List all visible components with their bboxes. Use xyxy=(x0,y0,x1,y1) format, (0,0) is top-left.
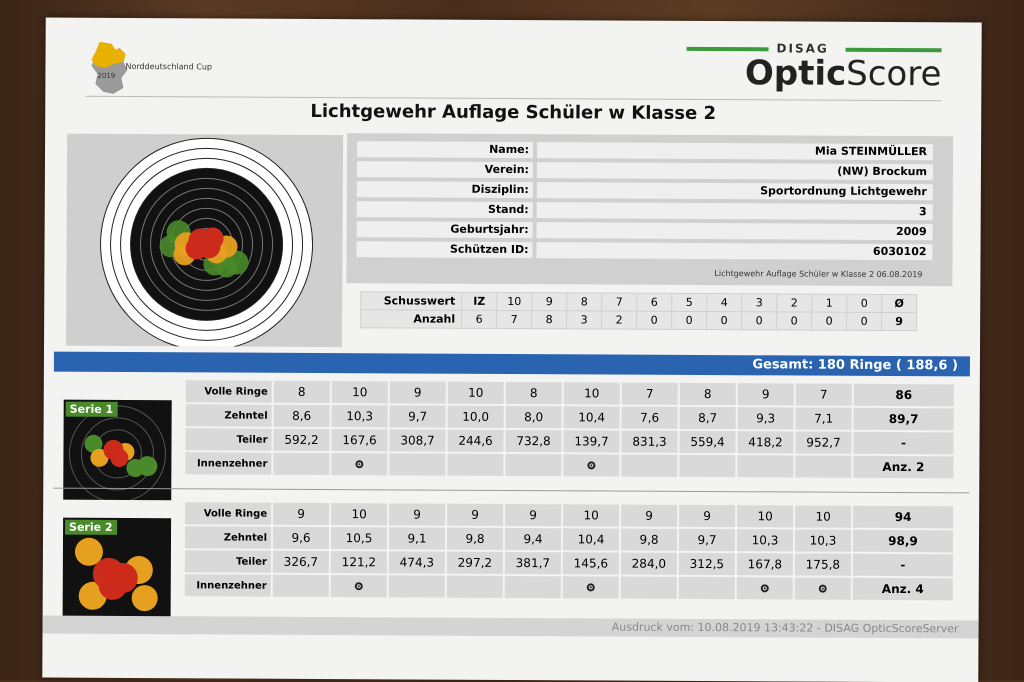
innenzehner-icon xyxy=(587,583,595,591)
cell: 559,4 xyxy=(678,430,736,454)
cell: 10,4 xyxy=(562,527,620,551)
innenzehner-icon xyxy=(587,461,595,469)
cell: 9 xyxy=(389,380,447,404)
sw-count: 9 xyxy=(882,312,917,330)
table-row xyxy=(184,573,954,601)
inner-cell xyxy=(620,576,678,600)
inner-cell xyxy=(504,453,562,477)
cell: 9,8 xyxy=(620,528,678,552)
inner-cell xyxy=(388,452,446,476)
volle-ringe-label: Volle Ringe xyxy=(185,379,273,403)
cell: 10 xyxy=(331,380,389,404)
shot-value-table xyxy=(360,291,917,331)
series-2 xyxy=(53,500,969,505)
cup-name: Norddeutschland Cup xyxy=(125,62,212,71)
cell: 9,7 xyxy=(678,528,736,552)
cell: 167,8 xyxy=(736,552,794,576)
brand-opticscore xyxy=(745,53,942,94)
sum-cell: - xyxy=(852,553,954,578)
cell: 831,3 xyxy=(620,430,678,454)
target-diagram xyxy=(66,134,343,347)
cell: 10 xyxy=(794,504,852,528)
cell: 9 xyxy=(504,503,562,527)
page-title: Lichtgewehr Auflage Schüler w Klasse 2 xyxy=(45,100,981,126)
sw-count: 0 xyxy=(707,312,742,330)
series-1-table xyxy=(183,378,956,480)
innenzehner-icon xyxy=(761,584,769,592)
sw-col: 9 xyxy=(532,293,567,311)
series-1 xyxy=(54,378,970,383)
cell: 297,2 xyxy=(446,551,504,575)
cell: 10 xyxy=(330,502,388,526)
sum-cell: 89,7 xyxy=(853,407,955,432)
series-2-table xyxy=(183,500,956,602)
brand-score: Score xyxy=(846,54,941,94)
cell: 244,6 xyxy=(446,429,504,453)
sw-col: Ø xyxy=(882,294,917,312)
inner-cell xyxy=(504,575,562,599)
cell: 9 xyxy=(678,504,736,528)
cell: 8,7 xyxy=(679,406,737,430)
total-bar xyxy=(54,352,970,377)
cell: 952,7 xyxy=(794,430,852,454)
inner-cell xyxy=(330,574,388,598)
sw-col: 1 xyxy=(812,294,847,312)
sw-count: 0 xyxy=(847,312,882,330)
teiler-label: Teiler xyxy=(184,427,272,451)
sw-count: 0 xyxy=(742,312,777,330)
shooter-info xyxy=(346,133,953,286)
cell: 312,5 xyxy=(678,552,736,576)
info-note: Lichtgewehr Auflage Schüler w Klasse 2 06.08.2019 xyxy=(714,269,922,279)
cell: 308,7 xyxy=(388,428,446,452)
sw-count: 8 xyxy=(532,311,567,329)
sw-count: 0 xyxy=(672,311,707,329)
sum-cell: 98,9 xyxy=(852,529,954,554)
print-timestamp: Ausdruck vom: 10.08.2019 13:43:22 - DISAG OpticScoreServer xyxy=(612,621,959,636)
sum-cell: Anz. 2 xyxy=(852,455,954,480)
cell: 9 xyxy=(272,502,330,526)
cell: 732,8 xyxy=(504,429,562,453)
cell: 175,8 xyxy=(794,552,852,576)
series-2-label: Serie 2 xyxy=(65,520,117,535)
cell: 9 xyxy=(446,503,504,527)
cell: 10,3 xyxy=(794,528,852,552)
brand-disag: DISAG xyxy=(777,41,829,55)
cell: 9,7 xyxy=(389,404,447,428)
cell: 8 xyxy=(505,381,563,405)
sw-count: 3 xyxy=(567,311,602,329)
cell: 10,0 xyxy=(447,405,505,429)
sw-col: 5 xyxy=(672,293,707,311)
cell: 10,4 xyxy=(563,405,621,429)
cell: 10,3 xyxy=(331,404,389,428)
sum-cell: 94 xyxy=(852,505,954,530)
inner-cell xyxy=(794,454,852,478)
sum-cell: Anz. 4 xyxy=(852,577,954,602)
sw-col: 4 xyxy=(707,294,742,312)
cell: 9 xyxy=(620,504,678,528)
schusswert-label: Schusswert xyxy=(361,292,462,311)
cell: 381,7 xyxy=(504,551,562,575)
teiler-label: Teiler xyxy=(184,549,272,573)
cell: 9 xyxy=(737,382,795,406)
zehntel-label: Zehntel xyxy=(184,525,272,549)
cell: 7,6 xyxy=(621,406,679,430)
shot-count-row xyxy=(361,310,917,331)
innenzehner-icon xyxy=(819,585,827,593)
brand-optic: Optic xyxy=(745,53,847,94)
cell: 8 xyxy=(679,382,737,406)
inner-cell xyxy=(446,453,504,477)
cell: 8,6 xyxy=(273,404,331,428)
cell: 7,1 xyxy=(795,406,853,430)
opticscore-logo xyxy=(687,41,942,42)
cell: 8,0 xyxy=(505,405,563,429)
cell: 284,0 xyxy=(620,552,678,576)
inner-cell xyxy=(562,575,620,599)
inner-cell xyxy=(562,453,620,477)
cell: 9 xyxy=(388,502,446,526)
cell: 9,1 xyxy=(388,526,446,550)
inner-cell xyxy=(678,576,736,600)
cell: 10,5 xyxy=(330,526,388,550)
brand-bar-right xyxy=(846,48,942,53)
score-sheet xyxy=(42,18,981,682)
series-divider xyxy=(53,488,969,494)
innenzehner-icon xyxy=(355,582,363,590)
total-text: Gesamt: 180 Ringe ( 188,6 ) xyxy=(752,357,958,373)
cell: 9,3 xyxy=(737,406,795,430)
cell: 10 xyxy=(563,381,621,405)
series-1-label: Serie 1 xyxy=(66,402,118,417)
inner-cell xyxy=(678,454,736,478)
inner-cell xyxy=(388,574,446,598)
sw-col: 10 xyxy=(497,292,532,310)
series-1-thumbnail xyxy=(63,400,172,501)
cell: 9,8 xyxy=(446,527,504,551)
cell: 418,2 xyxy=(736,430,794,454)
sw-count: 0 xyxy=(812,312,847,330)
sum-cell: 86 xyxy=(853,383,955,408)
sw-col: IZ xyxy=(462,292,497,310)
target-panel xyxy=(66,134,343,347)
sw-count: 2 xyxy=(602,311,637,329)
sw-col: 2 xyxy=(777,294,812,312)
inner-cell xyxy=(272,452,330,476)
inner-cell xyxy=(794,576,852,600)
inner-cell xyxy=(330,452,388,476)
series-2-thumbnail xyxy=(63,518,172,619)
inner-cell xyxy=(736,576,794,600)
sw-col: 6 xyxy=(637,293,672,311)
cup-year: 2019 xyxy=(97,72,115,80)
cell: 474,3 xyxy=(388,550,446,574)
sw-col: 8 xyxy=(567,293,602,311)
cell: 10 xyxy=(447,381,505,405)
cell: 7 xyxy=(621,382,679,406)
sum-cell: - xyxy=(852,431,954,456)
zehntel-label: Zehntel xyxy=(185,403,273,427)
volle-ringe-label: Volle Ringe xyxy=(184,501,272,525)
table-row xyxy=(184,451,954,479)
cell: 10 xyxy=(736,504,794,528)
cell: 139,7 xyxy=(562,429,620,453)
cell: 326,7 xyxy=(272,550,330,574)
cell: 121,2 xyxy=(330,550,388,574)
innenzehner-icon xyxy=(355,460,363,468)
inner-cell xyxy=(736,454,794,478)
sw-count: 0 xyxy=(777,312,812,330)
brand-bar-left xyxy=(687,47,769,51)
inner-cell xyxy=(446,575,504,599)
innenzehner-label: Innenzehner xyxy=(184,573,272,597)
cell: 8 xyxy=(273,380,331,404)
sw-col: 7 xyxy=(602,293,637,311)
cell: 10,3 xyxy=(736,528,794,552)
sw-col: 3 xyxy=(742,294,777,312)
sw-count: 7 xyxy=(497,310,532,328)
cell: 7 xyxy=(795,382,853,406)
sw-col: 0 xyxy=(847,294,882,312)
inner-cell xyxy=(620,454,678,478)
cell: 145,6 xyxy=(562,551,620,575)
sw-count: 6 xyxy=(462,310,497,328)
anzahl-label: Anzahl xyxy=(361,310,462,329)
cell: 592,2 xyxy=(272,428,330,452)
sw-count: 0 xyxy=(637,311,672,329)
cell: 9,4 xyxy=(504,527,562,551)
inner-cell xyxy=(272,574,330,598)
cell: 167,6 xyxy=(330,428,388,452)
cell: 10 xyxy=(562,503,620,527)
print-footer xyxy=(43,616,979,639)
cell: 9,6 xyxy=(272,526,330,550)
cup-logo xyxy=(85,40,235,101)
innenzehner-label: Innenzehner xyxy=(184,451,272,475)
